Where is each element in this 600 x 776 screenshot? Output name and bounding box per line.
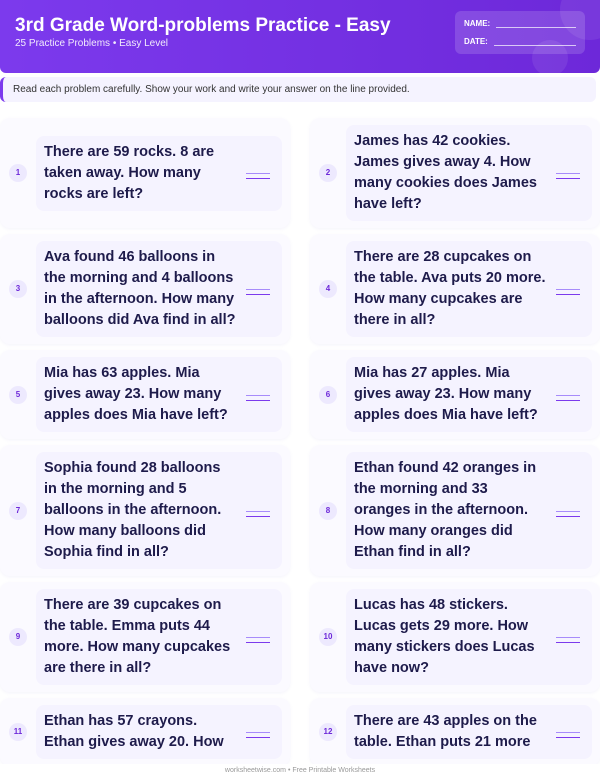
problem-box bbox=[36, 452, 282, 569]
problem-card bbox=[310, 445, 600, 576]
problem-text: Lucas has 48 stickers. Lucas gets 29 more. How many stickers does Lucas have now? bbox=[354, 597, 535, 676]
problem-number: 6 bbox=[319, 386, 337, 404]
answer-line[interactable] bbox=[246, 395, 270, 401]
problem-number: 5 bbox=[9, 386, 27, 404]
problem-number: 9 bbox=[9, 628, 27, 646]
problem-text: Ethan found 42 oranges in the morning and 33 oranges in the afternoon. How many oranges did Ethan find in all? bbox=[354, 460, 537, 560]
answer-line[interactable] bbox=[556, 637, 580, 643]
answer-line[interactable] bbox=[556, 395, 580, 401]
problem-card bbox=[310, 234, 600, 344]
problem-box bbox=[346, 589, 592, 685]
problem-text: Ava found 46 balloons in the morning and 4 balloons in the afternoon. How many balloons did Ava find in all? bbox=[44, 249, 236, 328]
problem-card bbox=[310, 350, 600, 439]
problem-box bbox=[36, 589, 282, 685]
problem-number: 7 bbox=[9, 502, 27, 520]
footer: worksheetwise.com • Free Printable Worksheets bbox=[0, 766, 600, 776]
problem-text: Sophia found 28 balloons in the morning and 5 balloons in the afternoon. How many balloons did Sophia find in all? bbox=[44, 460, 222, 560]
answer-line[interactable] bbox=[246, 173, 270, 179]
date-field[interactable] bbox=[464, 37, 576, 46]
problem-box bbox=[36, 705, 282, 759]
answer-line[interactable] bbox=[246, 637, 270, 643]
problem-box bbox=[346, 705, 592, 759]
date-line bbox=[494, 45, 576, 46]
problem-box bbox=[346, 452, 592, 569]
name-label: NAME: bbox=[464, 19, 491, 28]
problem-grid bbox=[0, 118, 600, 764]
problem-box bbox=[36, 357, 282, 432]
problem-number: 1 bbox=[9, 164, 27, 182]
answer-line[interactable] bbox=[556, 173, 580, 179]
problem-card bbox=[0, 234, 290, 344]
date-label: DATE: bbox=[464, 37, 488, 46]
problem-card bbox=[0, 118, 290, 228]
problem-card bbox=[310, 582, 600, 692]
problem-box bbox=[346, 125, 592, 221]
problem-card bbox=[310, 118, 600, 228]
problem-box bbox=[346, 241, 592, 337]
page-subtitle: 25 Practice Problems • Easy Level bbox=[15, 38, 169, 49]
problem-number: 2 bbox=[319, 164, 337, 182]
instructions: Read each problem carefully. Show your work and write your answer on the line provided. bbox=[0, 77, 596, 102]
problem-number: 12 bbox=[319, 723, 337, 741]
problem-card bbox=[0, 445, 290, 576]
problem-number: 11 bbox=[9, 723, 27, 741]
answer-line[interactable] bbox=[556, 732, 580, 738]
worksheet-header bbox=[0, 0, 600, 73]
problem-box bbox=[346, 357, 592, 432]
problem-text: There are 28 cupcakes on the table. Ava puts 20 more. How many cupcakes are there in all? bbox=[354, 249, 546, 328]
problem-text: There are 43 apples on the table. Ethan puts 21 more bbox=[354, 713, 537, 750]
answer-line[interactable] bbox=[556, 511, 580, 517]
problem-number: 4 bbox=[319, 280, 337, 298]
name-date-box bbox=[455, 11, 585, 54]
problem-number: 3 bbox=[9, 280, 27, 298]
problem-number: 10 bbox=[319, 628, 337, 646]
problem-card bbox=[0, 582, 290, 692]
problem-text: James has 42 cookies. James gives away 4. How many cookies does James have left? bbox=[354, 133, 537, 212]
problem-card bbox=[0, 350, 290, 439]
name-field[interactable] bbox=[464, 19, 576, 28]
answer-line[interactable] bbox=[246, 511, 270, 517]
problem-text: Mia has 63 apples. Mia gives away 23. How many apples does Mia have left? bbox=[44, 365, 228, 423]
problem-text: Ethan has 57 crayons. Ethan gives away 20. How bbox=[44, 713, 224, 750]
problem-text: There are 39 cupcakes on the table. Emma puts 44 more. How many cupcakes are there in all? bbox=[44, 597, 231, 676]
problem-box bbox=[36, 241, 282, 337]
problem-text: There are 59 rocks. 8 are taken away. How many rocks are left? bbox=[44, 143, 215, 202]
problem-area bbox=[0, 112, 600, 764]
problem-card bbox=[310, 698, 600, 764]
problem-number: 8 bbox=[319, 502, 337, 520]
name-line bbox=[496, 27, 576, 28]
problem-box bbox=[36, 136, 282, 211]
answer-line[interactable] bbox=[246, 732, 270, 738]
answer-line[interactable] bbox=[246, 289, 270, 295]
page-title: 3rd Grade Word-problems Practice - Easy bbox=[15, 15, 391, 36]
answer-line[interactable] bbox=[556, 289, 580, 295]
problem-text: Mia has 27 apples. Mia gives away 23. How many apples does Mia have left? bbox=[354, 365, 538, 423]
problem-card bbox=[0, 698, 290, 764]
